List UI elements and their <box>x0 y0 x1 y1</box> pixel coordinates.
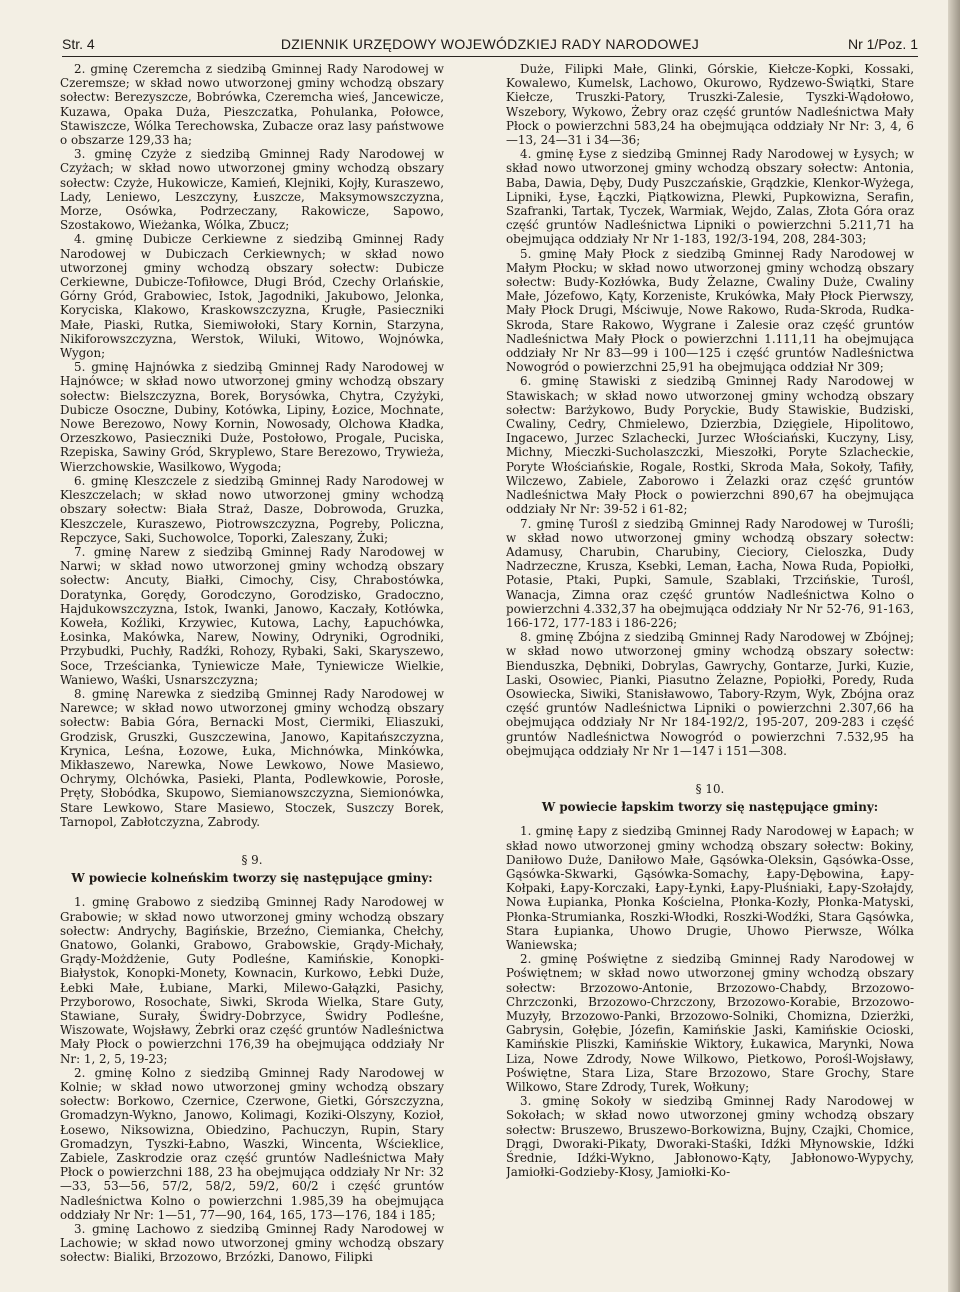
section-number: § 10. <box>695 781 725 796</box>
paragraph: Duże, Filipki Małe, Glinki, Górskie, Kiełcze-Kopki, Kossaki, Kowalewo, Kumelsk, Lachowo, Okurowo, Rydzewo-Świątki, Stare Kiełcze, Truszki-Patory, Truszki-Zalesie, Tyszki-Wądołowo, Wszebory, Wykowo, Żebry oraz część gruntów Nadleśnictwa Mały Płock o powierzchni 583,24 ha obejmująca oddziały Nr Nr: 3, 4, 6—13, 24—31 i 34—36; <box>506 62 914 148</box>
paragraph: 6. gminę Stawiski z siedzibą Gminnej Rady Narodowej w Stawiskach; w skład nowo utworzonej gminy wchodzą obszary sołectw: Barżykowo, Budy Poryckie, Budy Stawiskie, Budziski, Cwaliny, Cedry, Chmielewo, Dzierzbia, Dzięgiele, Hipolitowo, Ingacewo, Jurzec Szlachecki, Jurzec Włościański, Kuczyny, Lisy, Michny, Mieczki-Sucholaszczki, Mieszołki, Poryte Szlacheckie, Poryte Włościańskie, Rogale, Rostki, Skroda Mała, Sokoły, Tafiły, Wilczewo, Zabiele, Zaborowo i Żelazki oraz część gruntów Nadleśnictwa Mały Płock o powierzchni 890,67 ha obejmująca oddziały Nr Nr: 39-52 i 61-82; <box>506 374 914 517</box>
left-column <box>60 62 444 1284</box>
section-heading: W powiecie kolneńskim tworzy się następujące gminy: <box>71 871 433 886</box>
paragraph: 6. gminę Kleszczele z siedzibą Gminnej Rady Narodowej w Kleszczelach; w skład nowo utworzonej gminy wchodzą obszary sołectw: Biała Straż, Dasze, Dobrowoda, Gruzka, Kleszczele, Kuraszewo, Piotrowszczyzna, Pogreby, Policzna, Repczyce, Saki, Suchowolce, Toporki, Zaleszany, Żuki; <box>60 473 444 545</box>
section-heading: W powiecie łapskim tworzy się następujące gminy: <box>541 800 879 815</box>
page-header <box>62 34 918 57</box>
page-edge-shadow <box>948 0 960 1292</box>
right-column <box>506 62 914 1284</box>
paragraph: 4. gminę Dubicze Cerkiewne z siedzibą Gminnej Rady Narodowej w Dubiczach Cerkiewnych; w skład nowo utworzonej gminy wchodzą obszary sołectw: Dubicze Cerkiewne, Dubicze-Tofiłowce, Długi Bród, Czechy Orlańskie, Górny Gród, Grabowiec, Istok, Jagodniki, Jakubowo, Jelonka, Koryciska, Klakowo, Kraskowszczyzna, Krugłe, Pasieczniki Małe, Piaski, Rutka, Siemiwołoki, Stary Kornin, Starzyna, Nikiforowszczyzna, Werstok, Wiluki, Witowo, Wojnówka, Wygon; <box>60 232 444 361</box>
page-number: Str. 4 <box>62 36 95 52</box>
paragraph: 1. gminę Grabowo z siedzibą Gminnej Rady Narodowej w Grabowie; w skład nowo utworzonej gminy wchodzą obszary sołectw: Andrychy, Bagińskie, Brzeźno, Ciemianka, Chełchy, Gnatowo, Golanki, Grabowo, Grabowskie, Grądy-Michały, Grądy-Możdżenie, Guty Podleśne, Kamińskie, Konopki-Białystok, Konopki-Monety, Kownacin, Kurkowo, Łebki Duże, Łebki Małe, Łubiane, Marki, Milewo-Gałązki, Pasichy, Przyborowo, Rosochate, Siwki, Skroda Wielka, Stare Guty, Stawiane, Surały, Świdry-Dobrzyce, Świdry Podleśne, Wiszowate, Wojsławy, Żebrki oraz część gruntów Nadleśnictwa Mały Płock o powierzchni 176,39 ha obejmująca oddziały Nr Nr: 1, 2, 5, 19-23; <box>60 895 444 1066</box>
journal-title: DZIENNIK URZĘDOWY WOJEWÓDZKIEJ RADY NARODOWEJ <box>280 36 700 52</box>
paragraph: 4. gminę Łyse z siedzibą Gminnej Rady Narodowej w Łysych; w skład nowo utworzonej gminy wchodzą obszary sołectw: Antonia, Baba, Dawia, Dęby, Dudy Puszczańskie, Grądzkie, Klenkor-Wyżega, Lipniki, Łyse, Łączki, Piątkowizna, Plewki, Pupkowizna, Serafin, Szafranki, Tartak, Tyczek, Warmiak, Wejdo, Zalas, Złota Góra oraz część gruntów Nadleśnictwa Lipniki o powierzchni 5.211,71 ha obejmująca oddziały Nr Nr 1-183, 192/3-194, 208, 284-303; <box>506 147 914 247</box>
paragraph: 3. gminę Lachowo z siedzibą Gminnej Rady Narodowej w Lachowie; w skład nowo utworzonej gminy wchodzą obszary sołectw: Bialiki, Brzozowo, Brzózki, Danowo, Filipki <box>60 1222 444 1265</box>
paragraph: 8. gminę Narewka z siedzibą Gminnej Rady Narodowej w Narewce; w skład nowo utworzonej gminy wchodzą obszary sołectw: Babia Góra, Bernacki Most, Ciermiki, Eliaszuki, Grodzisk, Gruszki, Guszczewina, Janowo, Kapitańszczyzna, Krynica, Leśna, Łozowe, Łuka, Michnówka, Minkówka, Mikłaszewo, Narewka, Nowe Lewkowo, Nowe Masiewo, Ochrymy, Olchówka, Pasieki, Planta, Podlewkowie, Porosłe, Pręty, Słobódka, Skupowo, Siemianowszczyzna, Siemionówka, Stare Lewkowo, Stare Masiewo, Stoczek, Suszczy Borek, Tarnopol, Zabłotczyzna, Zabrody. <box>60 686 444 829</box>
paragraph: 7. gminę Turośl z siedzibą Gminnej Rady Narodowej w Turośli; w skład nowo utworzonej gminy wchodzą obszary sołectw: Adamusy, Charubin, Charubiny, Cieciory, Cieloszka, Dudy Nadrzeczne, Krusza, Ksebki, Leman, Łacha, Nowa Ruda, Popiołki, Potasie, Ptaki, Pupki, Samule, Szablaki, Trzcińskie, Turośl, Wanacja, Zimna oraz część gruntów Nadleśnictwa Kolno o powierzchni 4.332,37 ha obejmująca oddziały Nr Nr 52-76, 91-163, 166-172, 177-183 i 186-226; <box>506 516 914 630</box>
paragraph: 3. gminę Sokoły w siedzibą Gminnej Rady Narodowej w Sokołach; w skład nowo utworzonej gminy wchodzą obszary sołectw: Bruszewo, Bruszewo-Borkowizna, Bujny, Czajki, Chomice, Drągi, Dworaki-Pikaty, Dworaki-Staśki, Idźki Młynowskie, Idźki Średnie, Idźki-Wykno, Jabłonowo-Kąty, Jabłonowo-Wypychy, Jamiołki-Godzieby-Kłosy, Jamiołki-Ko- <box>506 1094 914 1180</box>
paragraph: 8. gminę Zbójna z siedzibą Gminnej Rady Narodowej w Zbójnej; w skład nowo utworzonej gminy wchodzą obszary sołectw: Bienduszka, Dębniki, Dobrylas, Gawrychy, Gontarze, Jurki, Kuzie, Laski, Osowiec, Pianki, Piasutno Żelazne, Popiołki, Poredy, Ruda Osowiecka, Siwiki, Stanisławowo, Tabory-Rzym, Wyk, Zbójna oraz część gruntów Nadleśnictwa Lipniki o powierzchni 2.307,66 ha obejmująca oddziały Nr Nr 184-192/2, 195-207, 209-283 i część gruntów Nadleśnictwa Nowogród o powierzchni 7.532,95 ha obejmująca oddziały Nr Nr 1—147 i 151—308. <box>506 630 914 758</box>
paragraph: 3. gminę Czyże z siedzibą Gminnej Rady Narodowej w Czyżach; w skład nowo utworzonej gminy wchodzą obszary sołectw: Czyże, Hukowicze, Kamień, Klejniki, Kojły, Kuraszewo, Lady, Leniewo, Leszczyny, Łuszcze, Maksymowszczyzna, Morze, Osówka, Podrzeczany, Rakowicze, Sapowo, Szostakowo, Wieżanka, Wólka, Zbucz; <box>60 147 444 233</box>
paragraph: 1. gminę Łapy z siedzibą Gminnej Rady Narodowej w Łapach; w skład nowo utworzonej gminy wchodzą obszary sołectw: Bokiny, Daniłowo Duże, Daniłowo Małe, Gąsówka-Oleksin, Gąsówka-Osse, Gąsówka-Skwarki, Gąsówka-Somachy, Łapy-Dębowina, Łapy-Kołpaki, Łapy-Korczaki, Łapy-Łynki, Łapy-Pluśniaki, Łapy-Szołajdy, Nowa Łupianka, Płonka Kościelna, Płonka-Kozły, Płonka-Matyski, Płonka-Strumianka, Roszki-Włodki, Roszki-Wodźki, Stara Gąsówka, Stara Łupianka, Uhowo Drugie, Uhowo Pierwsze, Wólka Waniewska; <box>506 824 914 952</box>
issue-number: Nr 1/Poz. 1 <box>847 36 918 52</box>
section-number: § 9. <box>241 852 263 867</box>
paragraph: 2. gminę Czeremcha z siedzibą Gminnej Rady Narodowej w Czeremsze; w skład nowo utworzonej gminy wchodzą obszary sołectw: Berezyszcze, Bobrówka, Czeremcha wieś, Jancewicze, Kuzawa, Opaka Duża, Pieszczatka, Pohulanka, Połowce, Stawiszcze, Wólka Terechowska, Zubacze oraz lasy państwowe o obszarze 129,33 ha; <box>60 62 444 148</box>
paragraph: 5. gminę Hajnówka z siedzibą Gminnej Rady Narodowej w Hajnówce; w skład nowo utworzonej gminy wchodzą obszary sołectw: Bielszczyzna, Borek, Borysówka, Chytra, Czyżyki, Dubicze Osoczne, Dubiny, Kotówka, Lipiny, Łozice, Mochnate, Nowe Berezowo, Nowy Kornin, Nowosady, Olchowa Kładka, Orzeszkowo, Pasieczniki Duże, Postołowo, Progale, Puciska, Rzepiska, Sawiny Gród, Skryplewo, Stare Berezowo, Trywieża, Wierzchowskie, Wasilkowo, Wygoda; <box>60 360 444 474</box>
paragraph: 5. gminę Mały Płock z siedzibą Gminnej Rady Narodowej w Małym Płocku; w skład nowo utworzonej gminy wchodzą obszary sołectw: Budy-Kozłówka, Budy Żelazne, Cwaliny Duże, Cwaliny Małe, Józefowo, Kąty, Korzeniste, Krukówka, Mały Płock Pierwszy, Mały Płock Drugi, Mściwuje, Nowe Rakowo, Ruda-Skroda, Rudka-Skroda, Stare Rakowo, Wygrane i Zalesie oraz część gruntów Nadleśnictwa Mały Płock o powierzchni 1.111,11 ha obejmująca oddziały Nr Nr 83—99 i 100—125 i część gruntów Nadleśnictwa Nowogród o powierzchni 25,91 ha obejmująca oddział Nr 309; <box>506 246 914 375</box>
paragraph: 2. gminę Poświętne z siedzibą Gminnej Rady Narodowej w Poświętnem; w skład nowo utworzonej gminy wchodzą obszary sołectw: Brzozowo-Antonie, Brzozowo-Chabdy, Brzozowo-Chrzczonki, Brzozowo-Chrzczony, Brzozowo-Korabie, Brzozowo-Muzyły, Brzozowo-Panki, Brzozowo-Solniki, Chomizna, Dzierżki, Gabrysin, Gołębie, Józefin, Kamińskie Jaski, Kamińskie Ocioski, Kamińskie Pliszki, Kamińskie Wiktory, Łukawica, Marynki, Nowa Liza, Nowe Zdrody, Nowe Wilkowo, Pietkowo, Porośl-Wojsławy, Poświętne, Stara Liza, Stare Brzozowo, Stare Grochy, Stare Wilkowo, Stare Zdrody, Turek, Wołkuny; <box>506 952 914 1095</box>
paragraph: 7. gminę Narew z siedzibą Gminnej Rady Narodowej w Narwi; w skład nowo utworzonej gminy wchodzą obszary sołectw: Ancuty, Białki, Cimochy, Cisy, Chrabostówka, Doratynka, Gorędy, Gorodczyno, Gorodzisko, Gradoczno, Hajdukowszczyzna, Istok, Iwanki, Janowo, Kaczały, Kotłówka, Koweła, Koźliki, Krzywiec, Kutowa, Lachy, Łapuchówka, Łosinka, Makówka, Narew, Nowiny, Odryniki, Ogrodniki, Przybudki, Puchły, Radźki, Rohozy, Rybaki, Saki, Skaryszewo, Soce, Trześcianka, Tyniewicze Małe, Tyniewicze Wielkie, Waniewo, Waśki, Usnarszczyzna; <box>60 544 444 687</box>
paragraph: 2. gminę Kolno z siedzibą Gminnej Rady Narodowej w Kolnie; w skład nowo utworzonej gminy wchodzą obszary sołectw: Borkowo, Czernice, Czerwone, Gietki, Górszczyzna, Gromadzyn-Wykno, Janowo, Kolimagi, Koziki-Olszyny, Kozioł, Łosewo, Niksowizna, Obiedzino, Pachuczyn, Rupin, Stary Gromadzyn, Tyszki-Łabno, Waszki, Wincenta, Wścieklice, Zabiele, Zaskrodzie oraz część gruntów Nadleśnictwa Mały Płock o powierzchni 188, 23 ha obejmująca oddziały Nr Nr: 32—33, 53—56, 57/2, 58/2, 59/2, 60/2 i część gruntów Nadleśnictwa Kolno o powierzchni 1.985,39 ha obejmująca oddziały Nr Nr: 1—51, 77—90, 164, 165, 173—176, 184 i 185; <box>60 1065 444 1222</box>
